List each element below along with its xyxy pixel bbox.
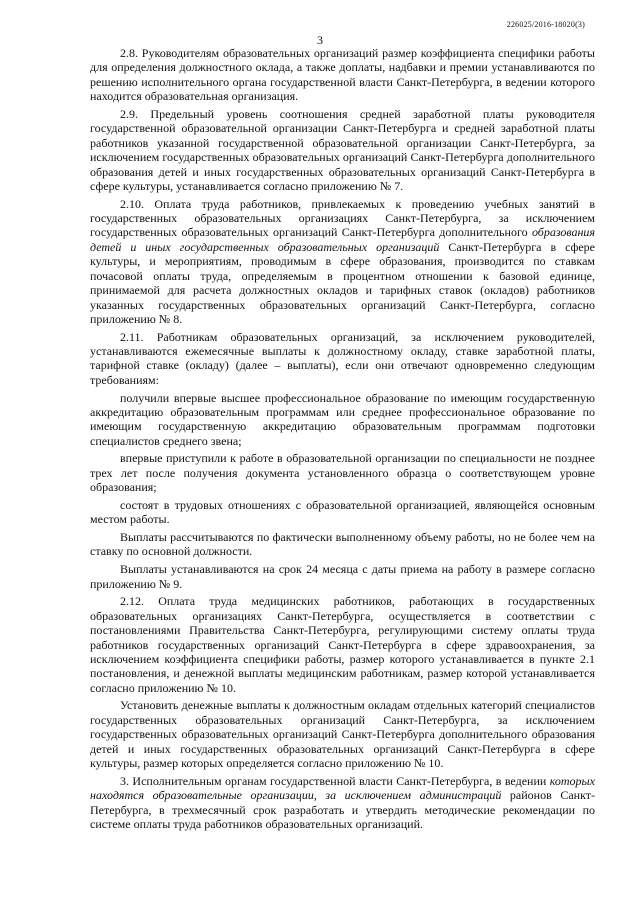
payment-calculation-paragraph: Выплаты рассчитываются по фактически выполненному объему работы, но не более чем на ставку по основной должности. [90, 530, 595, 559]
paragraph-2-10-italic-part: образования детей и иных государственных образовательных организаций [90, 225, 595, 254]
paragraph-2-8: 2.8. Руководителям образовательных организаций размер коэффициента специфики работы для определения должностного оклада, а также доплаты, надбавки и премии устанавливаются по решению исполнительного органа государственной власти Санкт-Петербурга, в ведении которого находится образовательная организация. [90, 46, 595, 104]
payment-term-paragraph: Выплаты устанавливаются на срок 24 месяца с даты приема на работу в размере согласно приложению № 9. [90, 562, 595, 591]
paragraph-3 [90, 774, 595, 832]
paragraph-2-10-part-a: 2.10. Оплата труда работников, привлекаемых к проведению учебных занятий в государственных образовательных организациях Санкт-Петербурга, за исключением государственных образовательных организаций Санкт-Петербурга дополнительного [90, 196, 595, 240]
paragraph-2-9: 2.9. Предельный уровень соотношения средней заработной платы руководителя государственной образовательной организации Санкт-Петербурга и средней заработной платы работников указанной государственной образовательной организации Санкт-Петербурга, за исключением государственных образовательных организаций Санкт-Петербурга дополнительного образования детей и иных государственных образовательных организаций Санкт-Петербурга в сфере культуры, устанавливается согласно приложению № 7. [90, 106, 595, 193]
paragraph-2-10-part-b: Санкт-Петербурга в сфере культуры, и мероприятиям, проводимым в сфере образования, производится по ставкам почасовой оплаты труда, определяемым в процентном отношении к базовой единице, принимаемой для расчета должностных окладов и тарифных ставок (окладов) работников указанных государственных образовательных организаций Санкт-Петербурга, согласно приложению № 8. [90, 239, 595, 326]
document-number: 226025/2016-18020(3) [506, 20, 585, 29]
paragraph-3-part-a: 3. Исполнительным органам государственной власти Санкт-Петербурга, в ведении [120, 773, 550, 788]
requirement-item: состоят в трудовых отношениях с образовательной организацией, являющейся основным местом работы. [90, 497, 595, 527]
document-body [90, 46, 595, 835]
requirement-item: впервые приступили к работе в образовательной организации по специальности не позднее трех лет после получения документа установленного образца о соответствующем уровне образования; [90, 451, 595, 495]
paragraph-2-12: 2.12. Оплата труда медицинских работников, работающих в государственных образовательных организациях Санкт-Петербурга, осуществляется в соответствии с постановлениями Правительства Санкт-Петербурга, регулирующими систему оплаты труда работников государственных организаций Санкт-Петербурга в сфере здравоохранения, за исключением коэффициента специфики работы, размер которого устанавливается в пункте 2.1 постановления, и денежной выплаты медицинским работникам, размер которой устанавливается согласно приложению № 10. [90, 594, 595, 695]
paragraph-3-italic-part: которых находятся образовательные организации, за исключением администраций [90, 773, 595, 803]
paragraph-2-10 [90, 197, 595, 327]
cash-payments-paragraph: Установить денежные выплаты к должностным окладам отдельных категорий специалистов государственных образовательных организаций Санкт-Петербурга, за исключением государственных образовательных организаций Санкт-Петербурга дополнительного образования детей и иных государственных образовательных организаций Санкт-Петербурга в сфере культуры, размер которых определяется согласно приложению № 10. [90, 698, 595, 771]
page-number: 3 [317, 33, 323, 47]
paragraph-3-part-b: районов Санкт-Петербурга, в трехмесячный срок разработать и утвердить методические рекомендации по системе оплаты труда работников образовательных организаций. [90, 788, 596, 831]
requirement-item: получили впервые высшее профессиональное образование по имеющим государственную аккредитацию образовательным программам или среднее профессиональное образование по имеющим государственную аккредитацию образовательным программам подготовки специалистов среднего звена; [90, 390, 595, 448]
paragraph-2-11: 2.11. Работникам образовательных организаций, за исключением руководителей, устанавливаются ежемесячные выплаты к должностному окладу, ставке заработной платы, тарифной ставке (окладу) (далее – выплаты), если они отвечают одновременно следующим требованиям: [90, 329, 595, 387]
